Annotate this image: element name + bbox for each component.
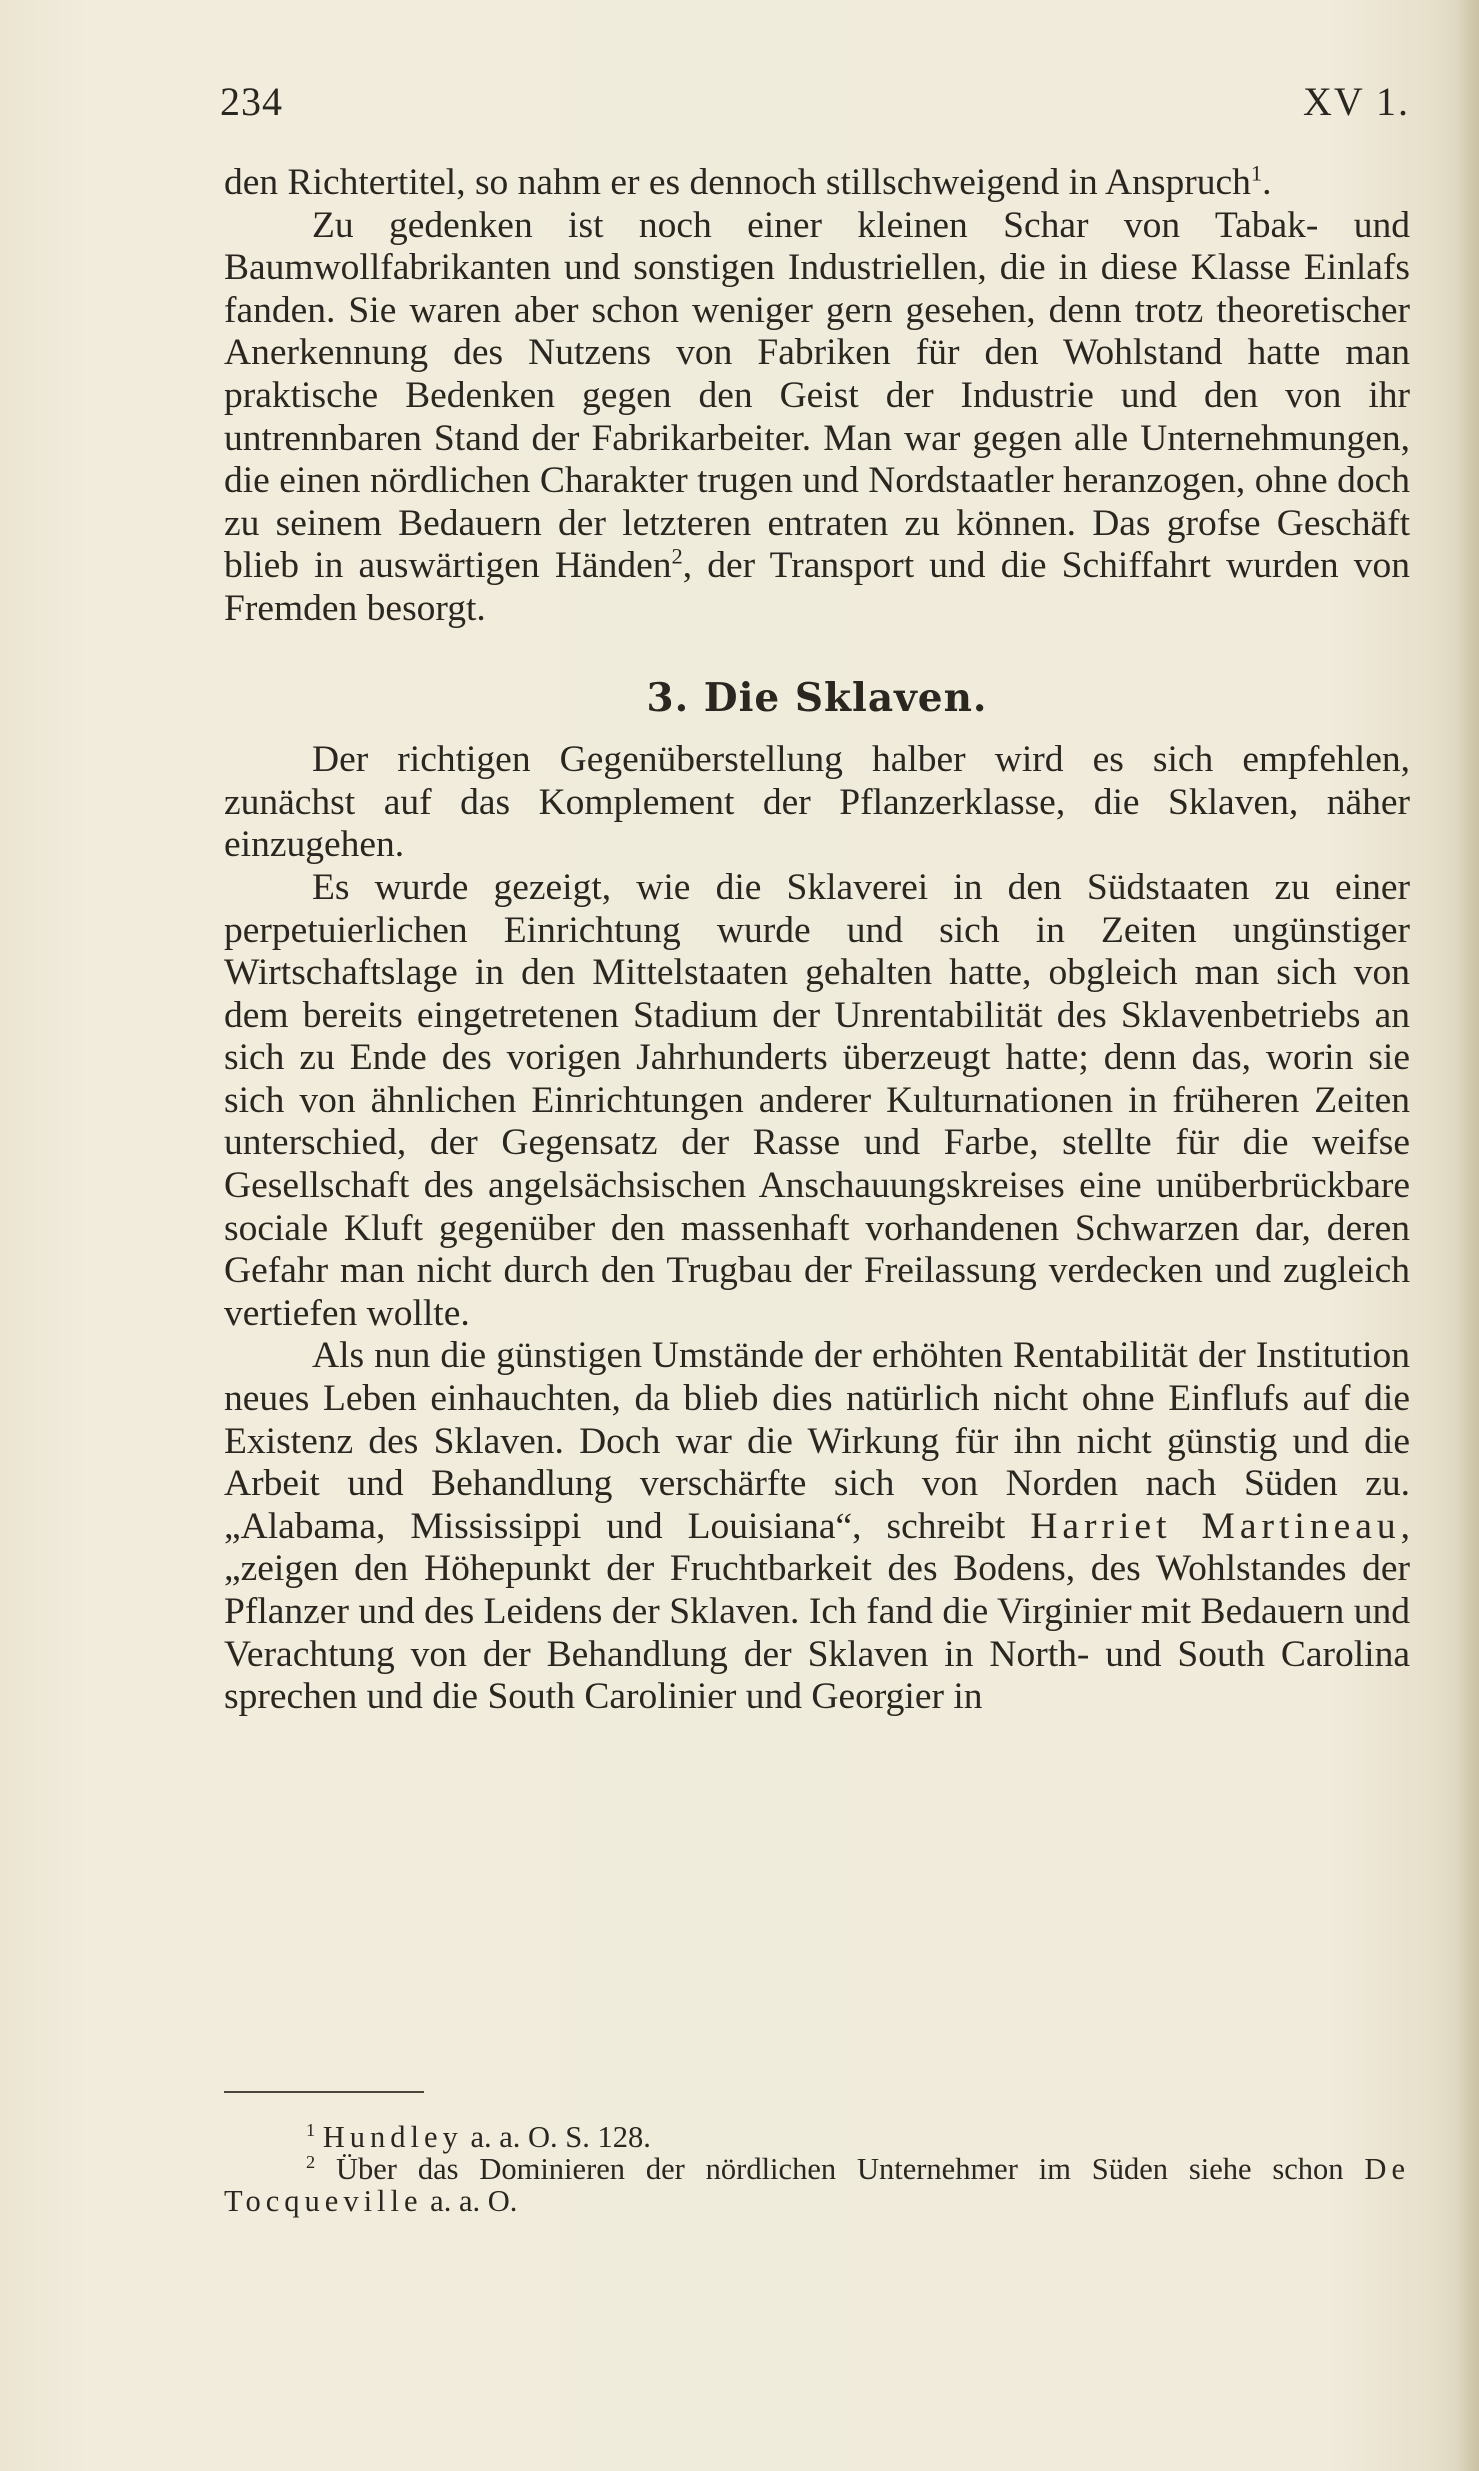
paragraph-5-text: Als nun die günstigen Umstände der erhöhten Rentabilität der Institution neues Leben einhauchten, da blieb dies natürlich nicht ohne Einflufs auf die Existenz des Sklaven. Doch war die Wirkung für ihn nicht günstig und die Arbeit und Behandlung verschärfte sich von Norden nach Süden zu. „Alabama, Mississippi und Louisiana“, schreibt	[224, 1335, 1410, 1547]
footnote-rule	[224, 2091, 424, 2093]
running-head: XV 1.	[1302, 79, 1410, 124]
footnotes	[224, 2121, 1410, 2217]
paragraph-1	[224, 162, 1410, 205]
author-name: Harriet Martineau	[1030, 1505, 1401, 1547]
page-edge-shadow	[1457, 0, 1479, 2471]
paragraph-5-end: , „zeigen den Höhepunkt der Fruchtbarkeit des Bodens, des Wohlstandes der Pflanzer und des Leidens der Sklaven. Ich fand die Virginier mit Bedauern und Verachtung von der Behandlung der Sklaven in North- und South Carolina sprechen und die South Carolinier und Georgier in	[224, 1505, 1411, 1718]
paragraph-2-text: Zu gedenken ist noch einer kleinen Schar von Tabak- und Baumwollfabrikanten und sonstigen Industriellen, die in diese Klasse Einlafs fanden. Sie waren aber schon weniger gern gesehen, denn trotz theoretischer Anerkennung des Nutzens von Fabriken für den Wohlstand hatte man praktische Bedenken gegen den Geist der Industrie und den von ihr untrennbaren Stand der Fabrikarbeiter. Man war gegen alle Unternehmungen, die einen nördlichen Charakter trugen und Nordstaatler heranzogen, ohne doch zu seinem Bedauern der letzteren entraten zu können. Das grofse Geschäft blieb in auswärtigen Händen	[224, 204, 1410, 587]
footnote-2-end: a. a. O.	[422, 2184, 518, 2218]
section-heading: 3. Die Sklaven.	[646, 674, 988, 721]
paragraph-1-end: .	[1262, 162, 1272, 203]
footnote-1-text: a. a. O. S. 128.	[462, 2120, 651, 2154]
paragraph-1-text: den Richtertitel, so nahm er es dennoch stillschweigend in Anspruch	[224, 162, 1251, 203]
footnote-2-author: De Tocqueville	[224, 2152, 1410, 2218]
paragraph-2-end: , der Transport und die Schiffahrt wurden von Fremden besorgt.	[224, 545, 1411, 629]
footnote-1	[224, 2121, 1410, 2153]
page-header	[220, 72, 1410, 132]
footnote-1-marker: 1	[306, 2119, 316, 2140]
footnote-ref-2: 2	[671, 543, 683, 569]
body-text	[224, 162, 1410, 1719]
footnote-ref-1: 1	[1250, 160, 1263, 186]
paragraph-3: Der richtigen Gegenüberstellung halber wird es sich empfehlen, zunächst auf das Komplement der Pflanzerklasse, die Sklaven, näher einzugehen.	[224, 739, 1410, 866]
footnote-1-author: Hundley	[322, 2120, 463, 2154]
footnote-2-text: Über das Dominieren der nördlichen Unternehmer im Süden siehe schon	[315, 2152, 1365, 2186]
paragraph-5	[224, 1335, 1410, 1718]
page-number: 234	[220, 79, 283, 124]
paragraph-2	[224, 205, 1410, 631]
footnote-2-marker: 2	[306, 2151, 316, 2172]
paragraph-4: Es wurde gezeigt, wie die Sklaverei in den Südstaaten zu einer perpetuierlichen Einrichtung wurde und sich in Zeiten ungünstiger Wirtschaftslage in den Mittelstaaten gehalten hatte, obgleich man sich von dem bereits eingetretenen Stadium der Unrentabilität des Sklavenbetriebs an sich zu Ende des vorigen Jahrhunderts überzeugt hatte; denn das, worin sie sich von ähnlichen Einrichtungen anderer Kulturnationen in früheren Zeiten unterschied, der Gegensatz der Rasse und Farbe, stellte für die weifse Gesellschaft des angelsächsischen Anschauungskreises eine unüberbrückbare sociale Kluft gegenüber den massenhaft vorhandenen Schwarzen dar, deren Gefahr man nicht durch den Trugbau der Freilassung verdecken und zugleich vertiefen wollte.	[224, 866, 1410, 1334]
footnote-2	[224, 2153, 1410, 2217]
